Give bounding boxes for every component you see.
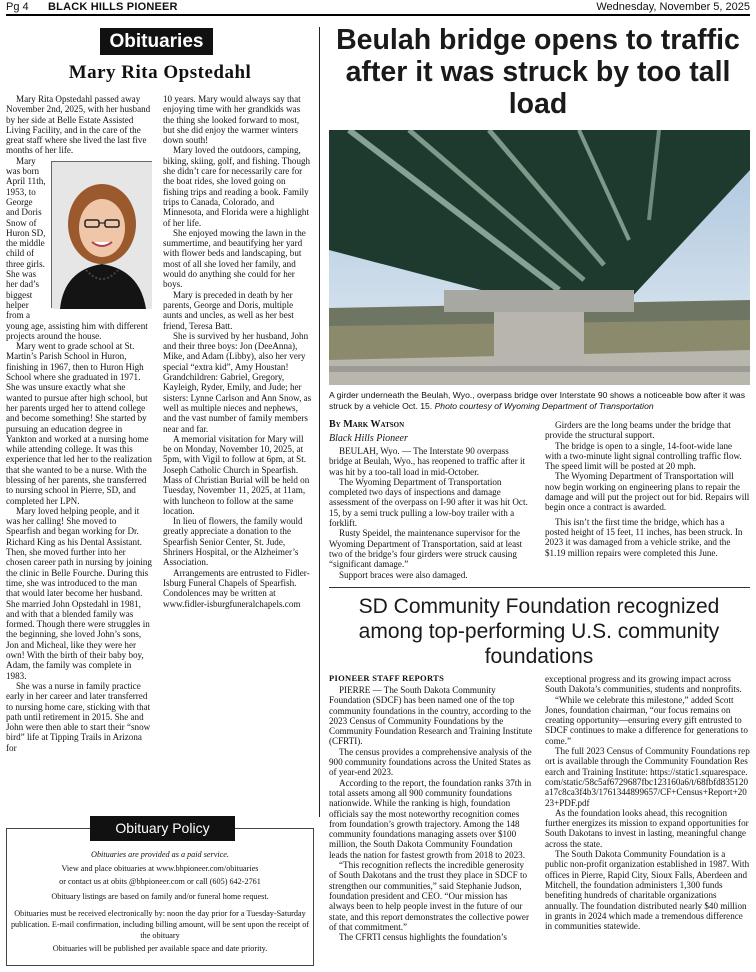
page-header [6, 0, 750, 16]
obituary-paragraph: Mary Rita Opstedahl passed away November 2nd, 2025, with her husband by her side at Belle Estate Assisted Living Facility, and in the care of the great staff where she lived the last five months of her life. [6, 94, 151, 156]
foundation-headline: SD Community Foundation recognized among top-performing U.S. community foundations [358, 595, 720, 668]
bridge-paragraph: Support braces were also damaged. [339, 569, 468, 580]
foundation-paragraph: According to the report, the foundation ranks 37th in total assets among all 900 community foundations nationwide. While the ranking is high, foundation officials say the most noteworthy recognition comes from foundation’s growth trajectory. Among the 148 community foundations managing assets over $100 million, the South Dakota Community Foundation leads the nation for fastest growth from 2018 to 2023. [329, 777, 532, 860]
obituary-paragraph: In lieu of flowers, the family would greatly appreciate a donation to the Spearfish Senior Center, St. Jude, Shriners Hospital, or the Alzheimer’s Association. [163, 516, 303, 568]
obituary-paragraph: She was a nurse in family practice early in her career and later transferred to nursing home care, sticking with that path until retirement in 2015. She and John were then able to start their “snow bird” life at Tipping Trails in Arizona for [6, 680, 151, 753]
newspaper-name: BLACK HILLS PIONEER [48, 1, 178, 13]
column-divider [319, 27, 320, 817]
obituary-column-2 [163, 94, 313, 794]
foundation-paragraph: The full 2023 Census of Community Foundations report is available through the Community Foundation Research and Training Institute: https://static1.squarespace.com/static/58c5af6729687fbc123160a6/t/68fbfd835120a17c8ca3f4b3/1761344899657/CF+Census+Report+2023+PDF.pdf [545, 746, 750, 808]
obituary-policy-label: Obituary Policy [90, 816, 235, 841]
obituary-paragraph: Arrangements are entrusted to Fidler-Isburg Funeral Chapels of Spearfish. Condolences may be written at www.fidler-isburgfuneralchapels.com [163, 567, 310, 609]
bridge-column-2 [545, 420, 750, 585]
foundation-paragraph: The census provides a comprehensive analysis of the 900 community foundations across the United States as of year-end 2023. [329, 746, 532, 778]
policy-view-place[interactable]: View and place obituaries at www.bhpioneer.com/obituaries [61, 864, 259, 873]
foundation-paragraph: exceptional progress and its growing impact across South Dakota’s communities, students and nonprofits. [545, 674, 742, 695]
obituaries-section-label: Obituaries [100, 28, 213, 55]
bridge-paragraph: The Wyoming Department of Transportation completed two days of inspections and damage assessment of the overpass on I-90 after it was hit Oct. 15, by a semi truck pulling a low-boy trailer with a forklift. [329, 476, 528, 529]
bridge-column-1 [329, 446, 533, 586]
foundation-byline: PIONEER STAFF REPORTS [329, 673, 445, 683]
story-divider [329, 587, 750, 588]
obituary-portrait [51, 161, 152, 308]
obituary-paragraph: A memorial visitation for Mary will be on Monday, November 10, 2025, at 5pm, with Vigil to follow at 6pm, at St. Joseph Catholic Church in Spearfish. Mass of Christian Burial will be held on Tuesday, November 11, 2025, at 11am, with luncheon to follow at the same location. [163, 433, 310, 516]
bridge-paragraph: Rusty Speidel, the maintenance supervisor for the Wyoming Department of Transportation, said at least two of the bridge’s four girders were struck causing “significant damage.” [329, 528, 523, 570]
obituary-paragraph: Mary loved helping people, and it was her calling! She moved to Spearfish and began working for Dr. Richard King as his Dental Assistant. Then, she moved further into her chosen career path in nursing by joining the clinic in Belle Fourche. During this time, she was introduced to the man that would later become her husband. She married John Opstedahl in 1981, and with that a blended family was formed. Though there were struggles in the beginning, she loved John’s sons, Jon and Micheal, like they were her own! With the birth of their baby boy, Adam, the family was complete in 1983. [6, 505, 152, 681]
obituary-name: Mary Rita Opstedahl [68, 62, 252, 83]
bridge-paragraph: BEULAH, Wyo. — The Interstate 90 overpass bridge at Beulah, Wyo., has reopened to traffic after it was hit by a too-tall load in mid-October. [329, 446, 526, 477]
policy-deadline: Obituaries must be received electronically by: noon the day prior for a Tuesday-Saturday publication. E-mail confirmation, including billing amount, will be sent upon the receipt of the obituary [10, 909, 310, 940]
bridge-photo-image [329, 130, 750, 385]
obituary-column-1 [6, 94, 152, 780]
caption-text: A girder underneath the Beulah, Wyo., overpass bridge over Interstate 90 shows a noticeable bow after it was struck by a vehicle Oct. 15. [329, 390, 746, 411]
obituary-paragraph: Mary loved the outdoors, camping, biking, skiing, golf, and fishing. Though she didn’t care for necessarily care for the boat rides, she loved going on fishing trips and reading a book. Family trips to Canada, Colorado, and Minnesota, and Florida were a highlight of her life. [163, 145, 311, 228]
bridge-paragraph: This isn’t the first time the bridge, which has a posted height of 15 feet, 11 inches, has been struck. In 2023 it was damaged from a vehicle strike, and the $1.19 million repairs were completed this June. [545, 516, 743, 558]
foundation-paragraph: “This recognition reflects the incredible generosity of South Dakotans and the trust they place in SDCF to strengthen our communities,” said Stephanie Judson, foundation president and CEO. “Our mission has always been to help people invest in the future of our state, and this report demonstrates the collective power of that commitment.” [329, 860, 529, 932]
foundation-paragraph: The South Dakota Community Foundation is a public non-profit organization established in 1987. With offices in Pierre, Rapid City, Sioux Falls, Aberdeen and Mitchell, the foundation administers 1,300 funds benefiting hundreds of charitable organizations annually. The foundation distributed nearly $40 million in grants in 2024 which made a tremendous difference in communities statewide. [545, 849, 750, 932]
photo-caption [329, 390, 750, 412]
bridge-headline: Beulah bridge opens to traffic after it was struck by too tall load [336, 24, 740, 120]
bridge-paragraph: The Wyoming Department of Transportation will now begin working on engineering plans to repair the damage and will put the project out for bid. Repairs will begin once a contract is awarded. [545, 471, 750, 513]
obituary-paragraph: Mary went to grade school at St. Martin’s Parish School in Huron, finishing in 1967, then to Huron High School where she graduated in 1971. She was unsure exactly what she wanted to pursue after high school, but her parents urged her to attend college and become something! She started by pursuing an education degree in Yankton and worked at a nursing home while attending college. It was this experience that led her to the realization that she wanted to be a nurse. With the blessing of her parents, she transferred to nursing school in Pierre, SD, and completed her LPN. [6, 341, 152, 506]
bridge-photo [329, 130, 750, 385]
bridge-paragraph: Girders are the long beams under the bridge that provide the structural support. [545, 420, 731, 441]
caption-credit: Photo courtesy of Wyoming Department of Transportation [434, 401, 654, 411]
bridge-paragraph: The bridge is open to a single, 14-foot-wide lane with a two-minute light signal controlling traffic flow. The speed limit will be posted at 20 mph. [545, 440, 742, 472]
policy-contact[interactable]: or contact us at obits @bhpioneer.com or call (605) 642-2761 [59, 877, 261, 886]
author-name: By Mark Watson [329, 419, 405, 430]
policy-listings: Obituary listings are based on family and/or funeral home request. [51, 892, 269, 901]
foundation-paragraph: “While we celebrate this milestone,” added Scott Jones, foundation chairman, “our focus remains on creating opportunity—ensuring every gift entrusted to SDCF continues to make a difference for generations to come.” [545, 694, 748, 746]
bridge-byline [329, 419, 404, 430]
policy-space: Obituaries will be published per available space and date priority. [52, 944, 268, 953]
foundation-paragraph: As the foundation looks ahead, this recognition further energizes its mission to expand opportunities for South Dakotans to invest in lasting, meaningful change across the state. [545, 807, 749, 849]
obituary-paragraph: She is survived by her husband, John and their three boys: Jon (DeeAnna), Mike, and Adam (Libby), also her very special “extra kid”, Amy Houstan! Grandchildren: Gabriel, Gregory, Kayleigh, Ryder, Emily, and Jude; her sisters: Lynne Carlson and Ann Snow, as well as multiple nieces and nephews, and the vast number of family members near and far. [163, 330, 312, 434]
foundation-paragraph: The CFRTI census highlights the foundation’s [339, 932, 507, 943]
issue-date: Wednesday, November 5, 2025 [596, 1, 750, 13]
page-number: Pg 4 [6, 1, 29, 13]
portrait-image [52, 162, 152, 309]
obituary-paragraph: Mary is preceded in death by her parents, George and Doris, multiple aunts and uncles, as well as her best friend, Teresa Batt. [163, 289, 294, 331]
obituary-paragraph: Mary was born April 11th, 1953, to George and Doris Snow of Huron SD, the middle child of three girls. She was her dad’s biggest helper from a young age, assisting him with different projects around the house. [6, 155, 148, 341]
obituary-paragraph: 10 years. Mary would always say that enjoying time with her grandkids was the thing she looked forward to most, but she did enjoy the warmer winters down south! [163, 94, 301, 146]
policy-paid-service: Obituaries are provided as a paid service. [91, 850, 229, 859]
bridge-byline-affiliation: Black Hills Pioneer [329, 433, 408, 444]
foundation-paragraph: PIERRE — The South Dakota Community Foundation (SDCF) has been named one of the top community foundations in the country, according to the 2023 Census of Community Foundations by the Community Foundation Research and Training Institute (CFRTI). [329, 685, 533, 747]
foundation-column-2 [545, 674, 750, 970]
foundation-column-1 [329, 685, 533, 970]
obituary-paragraph: She enjoyed mowing the lawn in the summertime, and beautifying her yard with flower beds and landscaping, but most of all she loved her family, and would do anything she could for her boys. [163, 227, 306, 290]
